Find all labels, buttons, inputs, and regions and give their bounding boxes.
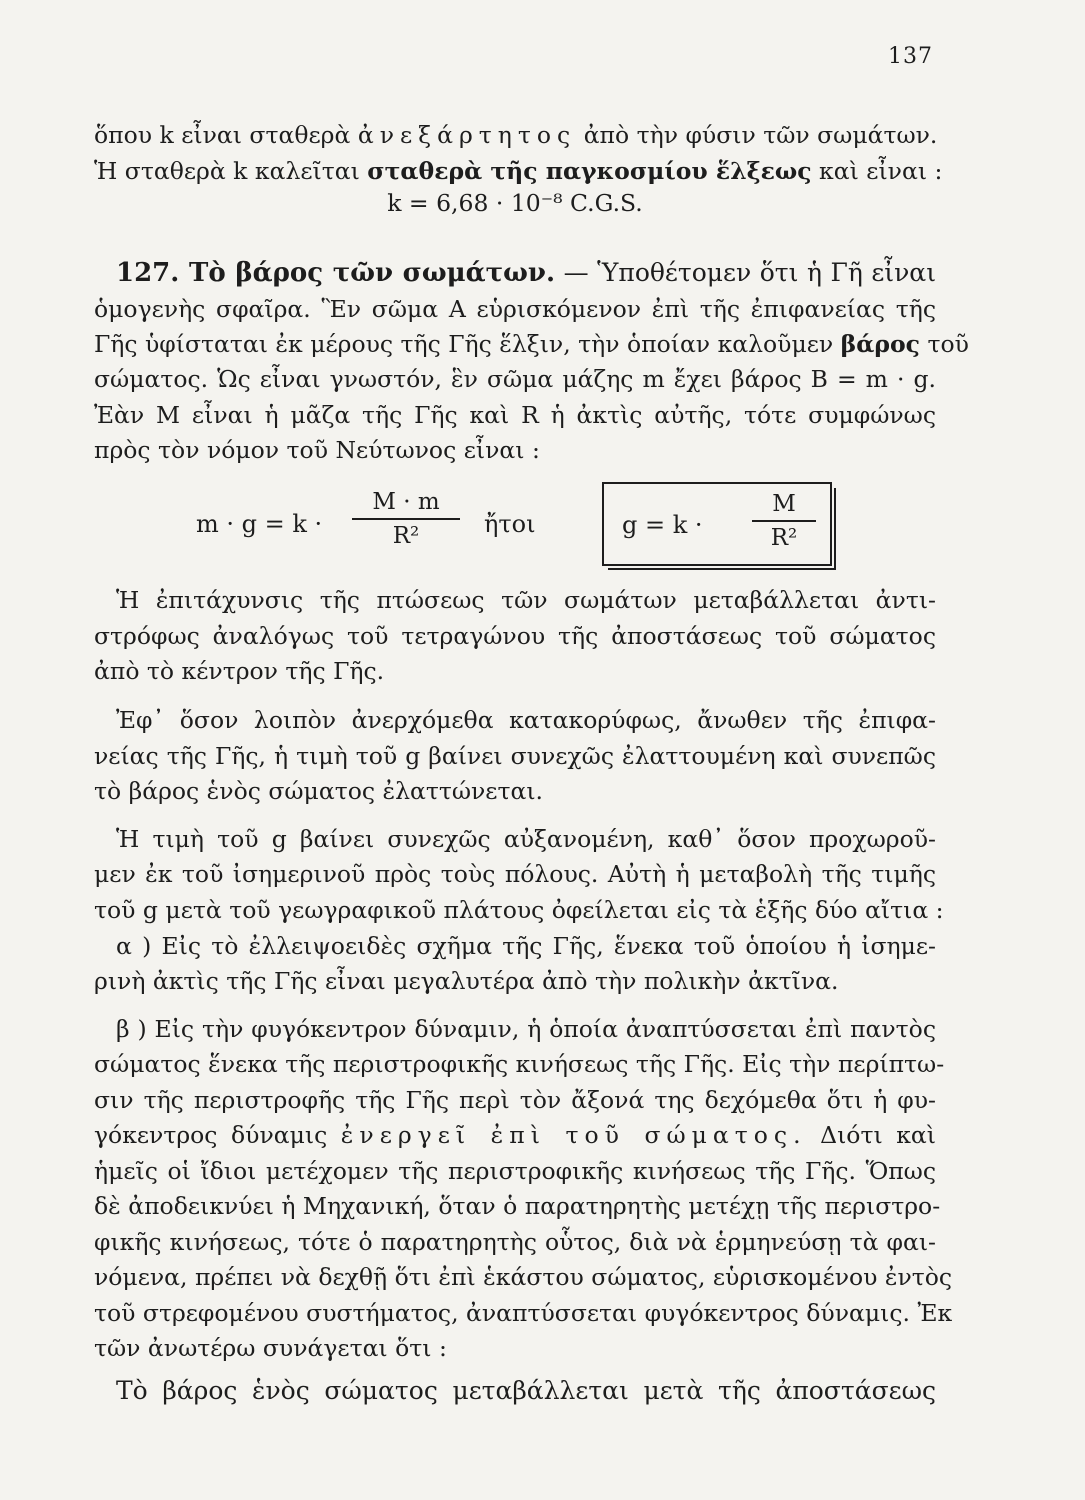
line-24-start: γόκεντρος δύναμις bbox=[94, 1121, 328, 1149]
text-line-22: σώματος ἕνεκα τῆς περιστροφικῆς κινήσεως τῆς Γῆς. Εἰς τὴν περίπτω- bbox=[94, 1050, 945, 1078]
text-line-18: τοῦ g μετὰ τοῦ γεωγραφικοῦ πλάτους ὀφείλεται εἰς τὰ ἑξῆς δύο αἴτια : bbox=[94, 896, 944, 924]
formula-connector: ἤτοι bbox=[484, 510, 536, 538]
text-line-8: Ἐὰν M εἶναι ἡ μᾶζα τῆς Γῆς καὶ R ἡ ἀκτὶς αὐτῆς, τότε συμφώνως bbox=[94, 401, 936, 429]
text-line-12: ἀπὸ τὸ κέντρον τῆς Γῆς. bbox=[94, 657, 385, 685]
line-24-spaced-phrase: ἐνεργεῖ ἐπὶ τοῦ σώματος. bbox=[340, 1121, 807, 1149]
line-2-end: καὶ εἶναι : bbox=[819, 157, 943, 185]
text-line-31: Τὸ βάρος ἑνὸς σώματος μεταβάλλεται μετὰ τῆς ἀποστάσεως bbox=[116, 1376, 936, 1405]
text-line-29: τοῦ στρεφομένου συστήματος, ἀναπτύσσεται φυγόκεντρος δύναμις. Ἐκ bbox=[94, 1299, 953, 1327]
text-line-14: νείας τῆς Γῆς, ἡ τιμὴ τοῦ g βαίνει συνεχῶς ἐλαττουμένη καὶ συνεπῶς bbox=[94, 742, 936, 770]
text-line-11: στρόφως ἀναλόγως τοῦ τετραγώνου τῆς ἀποστάσεως τοῦ σώματος bbox=[94, 622, 936, 650]
text-line-10: Ἡ ἐπιτάχυνσις τῆς πτώσεως τῶν σωμάτων μεταβάλλεται ἀντι- bbox=[116, 586, 936, 614]
formula-lhs: m · g = k · bbox=[196, 510, 323, 538]
section-127-title: 127. Τὸ βάρος τῶν σωμάτων. bbox=[116, 258, 555, 288]
fraction-1-denominator: R² bbox=[392, 523, 420, 549]
fraction-2-bar bbox=[752, 520, 816, 522]
text-line-20: ρινὴ ἀκτὶς τῆς Γῆς εἶναι μεγαλυτέρα ἀπὸ τὴν πολικὴν ἀκτῖνα. bbox=[94, 967, 839, 995]
weight-term: βάρος bbox=[840, 330, 920, 358]
text-line-19: α ) Εἰς τὸ ἐλλειψοειδὲς σχῆμα τῆς Γῆς, ἕνεκα τοῦ ὁποίου ἡ ἰσημε- bbox=[116, 932, 936, 960]
fraction-mass-product bbox=[352, 488, 460, 550]
fraction-2-numerator: M bbox=[772, 491, 796, 517]
text-line-26: δὲ ἀποδεικνύει ἡ Μηχανική, ὅταν ὁ παρατηρητὴς μετέχῃ τῆς περιστρο- bbox=[94, 1192, 941, 1220]
text-line-7: σώματος. Ὡς εἶναι γνωστόν, ἓν σῶμα μάζης m ἔχει βάρος B = m · g. bbox=[94, 365, 936, 393]
text-line-1 bbox=[94, 118, 936, 152]
line-1-end: ἀπὸ τὴν φύσιν τῶν σωμάτων. bbox=[583, 121, 938, 149]
constant-equation: k = 6,68 · 10⁻⁸ C.G.S. bbox=[387, 189, 643, 217]
fraction-1-bar bbox=[352, 518, 460, 520]
text-line-16: Ἡ τιμὴ τοῦ g βαίνει συνεχῶς αὐξανομένη, καθ᾽ ὅσον προχωροῦ- bbox=[116, 825, 936, 853]
text-line-23: σιν τῆς περιστροφῆς τῆς Γῆς περὶ τὸν ἄξονά της δεχόμεθα ὅτι ἡ φυ- bbox=[94, 1086, 936, 1114]
fraction-2-denominator: R² bbox=[770, 525, 798, 551]
text-line-5: ὁμογενὴς σφαῖρα. Ἓν σῶμα Α εὑρισκόμενον ἐπὶ τῆς ἐπιφανείας τῆς bbox=[94, 295, 936, 323]
text-line-24 bbox=[94, 1118, 936, 1152]
newton-formula bbox=[0, 480, 1085, 590]
text-line-25: ἡμεῖς οἱ ἴδιοι μετέχομεν τῆς περιστροφικῆς κινήσεως τῆς Γῆς. Ὅπως bbox=[94, 1157, 936, 1185]
text-line-17: μεν ἐκ τοῦ ἰσημερινοῦ πρὸς τοὺς πόλους. Αὐτὴ ἡ μεταβολὴ τῆς τιμῆς bbox=[94, 860, 936, 888]
line-1-spaced-word: ἀνεξάρτητος bbox=[357, 121, 577, 149]
text-line-27: φικῆς κινήσεως, τότε ὁ παρατηρητὴς οὗτος, διὰ νὰ ἑρμηνεύσῃ τὰ φαι- bbox=[94, 1228, 936, 1256]
section-127-intro: — Ὑποθέτομεν ὅτι ἡ Γῆ εἶναι bbox=[563, 258, 936, 287]
section-127-heading-line bbox=[94, 256, 936, 290]
text-line-13: Ἐφ᾽ ὅσον λοιπὸν ἀνερχόμεθα κατακορύφως, ἄνωθεν τῆς ἐπιφα- bbox=[116, 706, 936, 734]
text-line-30: τῶν ἀνωτέρω συνάγεται ὅτι : bbox=[94, 1334, 447, 1362]
gravitational-constant-term: σταθερὰ τῆς παγκοσμίου ἕλξεως bbox=[367, 157, 812, 185]
fraction-gravity bbox=[752, 490, 816, 552]
text-line-28: νόμενα, πρέπει νὰ δεχθῇ ὅτι ἐπὶ ἑκάστου σώματος, εὑρισκομένου ἐντὸς bbox=[94, 1263, 953, 1291]
line-6-end: τοῦ bbox=[927, 330, 969, 358]
line-1-start: ὅπου k εἶναι σταθερὰ bbox=[94, 121, 351, 149]
text-line-2 bbox=[94, 154, 943, 188]
text-line-6 bbox=[94, 327, 969, 361]
fraction-1-numerator: M · m bbox=[372, 489, 440, 515]
line-2-start: Ἡ σταθερὰ k καλεῖται bbox=[94, 157, 360, 185]
text-line-21: β ) Εἰς τὴν φυγόκεντρον δύναμιν, ἡ ὁποία ἀναπτύσσεται ἐπὶ παντὸς bbox=[116, 1015, 936, 1043]
line-24-end: Διότι καὶ bbox=[820, 1121, 936, 1149]
boxed-formula-lhs: g = k · bbox=[622, 511, 703, 539]
text-line-15: τὸ βάρος ἑνὸς σώματος ἐλαττώνεται. bbox=[94, 777, 544, 805]
boxed-result-formula bbox=[602, 482, 832, 566]
text-line-9: πρὸς τὸν νόμον τοῦ Νεύτωνος εἶναι : bbox=[94, 436, 540, 464]
page-number: 137 bbox=[888, 44, 933, 69]
line-6-start: Γῆς ὑφίσταται ἐκ μέρους τῆς Γῆς ἕλξιν, τὴν ὁποίαν καλοῦμεν bbox=[94, 330, 834, 358]
